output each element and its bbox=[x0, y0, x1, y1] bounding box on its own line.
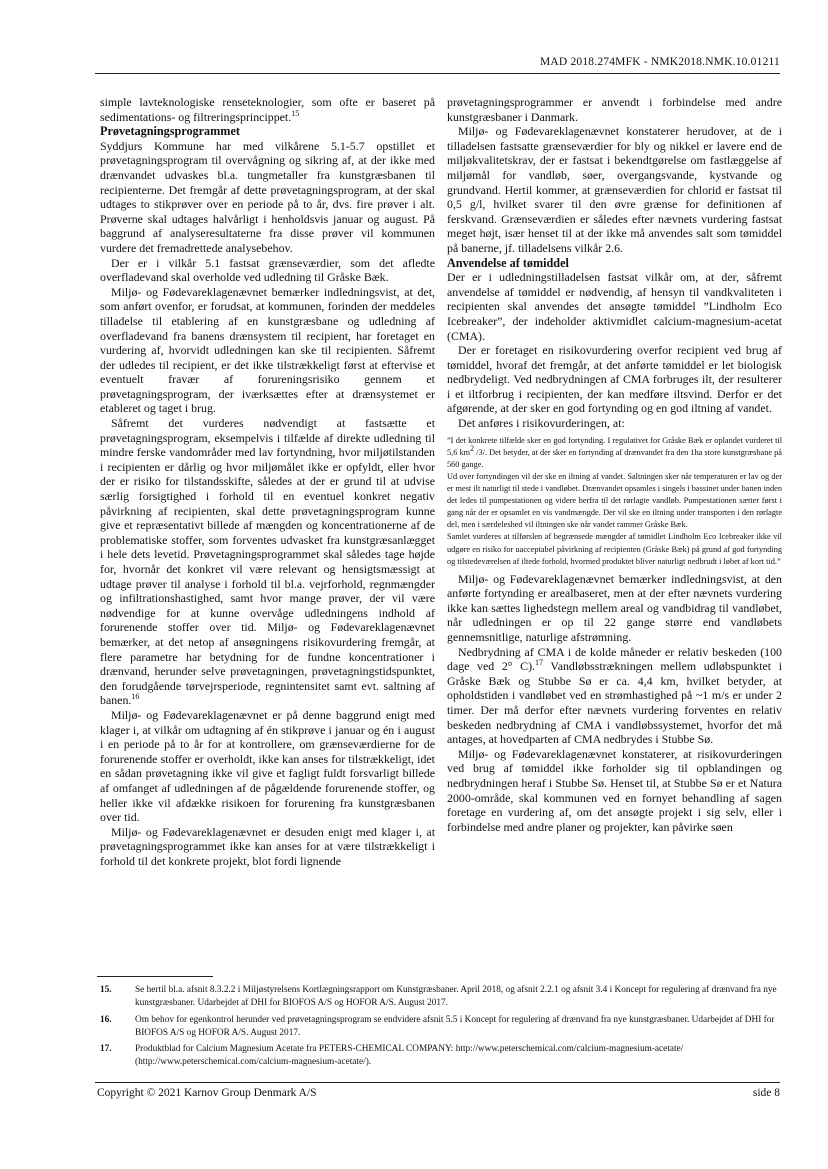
paragraph: Miljø- og Fødevareklagenævnet bemærker indledningsvist, at det, som anført ovenfor, er forudsat, at kommunen, forinden der meddeles tilladelse til etablering af en kunstgræsbane og udledning af overfladevand fra banens drænsystem til recipient, har foretaget en vurdering af, hvorvidt udledningen kan ske til recipienten. Såfremt der udledes til recipient, er det ikke tilstrækkeligt først at eftervise et eventuelt fravær af forureningsrisiko gennem et prøvetagningsprogram, der iværksættes efter at drænsystemet er etableret og taget i brug. bbox=[100, 284, 435, 416]
paragraph: prøvetagningsprogrammer er anvendt i forbindelse med andre kunstgræsbaner i Danmark. bbox=[447, 95, 782, 124]
paragraph: simple lavteknologiske renseteknologier, som ofte er baseret på sedimentations- og filtreringsprincippet.$^{15}$ bbox=[100, 95, 435, 124]
paragraph: Miljø- og Fødevareklagenævnet konstaterer herudover, at de i tilladelsen fastsatte grænseværdier for bly og nikkel er lavere end de miljøkvalitetskrav, der er fastsat i bekendtgørelse om fastlæggelse af miljømål for vandløb, søer, overgangsvande, kystvande og grundvand. Hertil kommer, at grænseværdien for chlorid er fastsat til 0,5 g/l, hvilket svarer til den øvre grænse for definitionen af ferskvand. Grænseværdien er således efter nævnets vurdering fastsat meget højt, især henset til at der ikke må anvendes salt som tømiddel på banerne, jf. tilladelsens vilkår 2.6. bbox=[447, 124, 782, 255]
paragraph: Miljø- og Fødevareklagenævnet konstaterer, at risikovurderingen ved brug af tømiddel ikke forholder sig til opblandingen og nedbrydningen heraf i Stubbe Sø. Henset til, at Stubbe Sø er et Natura 2000-område, skal kommunen ved en fornyet behandling af sagen foretage en vurdering af, om det ansøgte projekt i sig selv, eller i forbindelse med andre planer og projekter, kan påvirke søen bbox=[447, 746, 782, 834]
document-reference: MAD 2018.274MFK - NMK2018.NMK.10.01211 bbox=[539, 56, 780, 68]
paragraph: Nedbrydning af CMA i de kolde måneder er relativ beskeden (100 dage ved 2° C).$^{17}$ Vandløbsstrækningen mellem udløbspunktet i Gråske Bæk og Stubbe Sø er ca. 4,4 km, hvilket betyder, at opholdstiden i vandløbet ved en strømhastighed på ~1 m/s er under 2 timer. Der må derfor efter nævnets vurdering forventes en relativ beskeden nedbrydning af CMA i vandløbssystemet, hvorfor det må antages, at hovedparten af CMA nedbrydes i Stubbe Sø. bbox=[447, 644, 782, 747]
copyright: Copyright © 2021 Karnov Group Denmark A/S bbox=[97, 1087, 317, 1099]
left-column bbox=[100, 95, 435, 868]
quote-paragraph: Samlet vurderes at tilførslen af begrænsede mængder af tømidlet Lindholm Eco Icebreaker ikke vil udgøre en risiko for uacceptabel påvirkning af recipienten (Gråske Bæk) på grund af god fortynding og tilstedeværelsen af iltede forhold, hvormed produktet bliver naturligt nedbrudt i løbet af kort tid.” bbox=[447, 532, 782, 566]
page-number: side 8 bbox=[752, 1087, 780, 1099]
paragraph: Miljø- og Fødevareklagenævnet er desuden enigt med klager i, at prøvetagningsprogrammet ikke kan anses for at være tilstrækkeligt i forhold til det konkrete projekt, blot fordi lignende bbox=[100, 824, 435, 868]
section-heading: Prøvetagningsprogrammet bbox=[100, 124, 240, 139]
paragraph: Der er i vilkår 5.1 fastsat grænseværdier, som det afledte overfladevand skal overholde ved udledning til Gråske Bæk. bbox=[100, 255, 435, 285]
paragraph: Miljø- og Fødevareklagenævnet bemærker indledningsvist, at den anførte fortynding er arealbaseret, men at der efter nævnets vurdering ikke kan sættes lighedstegn mellem areal og vandbidrag til vandløbet, når udledningen er op til 22 gange større end vandløbets gennemsnitlige, naturlige afstrømning. bbox=[447, 571, 782, 645]
paragraph: Miljø- og Fødevareklagenævnet er på denne baggrund enigt med klager i, at vilkår om udtagning af én stikprøve i januar og én i august i en periode på to år for at kontrollere, om grænseværdierne for de forurenende stoffer er overholdt, ikke kan anses for tilstrækkeligt, idet en sådan prøvetagning ikke vil give et fagligt fuldt forsvarligt billede af omfanget af udledningen af de pågældende forurenende stoffer, og heller ikke vil afdække risikoen for forurening fra kunstgræsbanen over tid. bbox=[100, 707, 435, 825]
page-footer bbox=[97, 1087, 780, 1099]
paragraph: Der er i udledningstilladelsen fastsat vilkår om, at der, såfremt anvendelse af tømiddel er nødvendig, af hensyn til vandkvaliteten i recipienten skal anvendes det ansøgte tømiddel ”Lindholm Eco Icebreaker”, der indeholder aktivmidlet calcium-magnesium-acetat (CMA). bbox=[447, 270, 782, 343]
paragraph: Syddjurs Kommune har med vilkårene 5.1-5.7 opstillet et prøvetagningsprogram til overvågning og sikring af, at der ikke med drænvandet udvaskes bl.a. tungmetaller fra kunstgræsbanen til recipienterne. Det fremgår af dette prøvetagningsprogram, at der skal udtages to stikprøver over en periode på to år, dvs. fire prøver i alt. Prøverne skal udtages halvårligt i henholdsvis januar og august. På baggrund af analyseresultaterne fra disse prøver vil kommunen vurdere det fremadrettede analysebehov. bbox=[100, 138, 435, 255]
footnote: 17. Produktblad for Calcium Magnesium Acetate fra PETERS-CHEMICAL COMPANY: http://www.peterschemical.com/calcium-magnesium-acetate/ (http://www.peterschemical.com/calcium-magnesium-acetate/). bbox=[100, 1044, 684, 1068]
paragraph: Der er foretaget en risikovurdering overfor recipient ved brug af tømiddel, hvoraf det fremgår, at det anførte tømiddel er let biologisk nedbrydeligt. Ved nedbrydningen af CMA forbruges ilt, der resulterer i et iltforbrug i recipienten, der kan medføre iltsvind. Derfor er det afgørende, at der sker en god fortynding og en god iltning af vandet. bbox=[447, 343, 782, 416]
footnote-ref[interactable]: 15 bbox=[291, 108, 300, 118]
quote-paragraph: Ud over fortyndingen vil der ske en iltning af vandet. Saltningen sker når temperaturen er lav og der er mest ilt naturligt til stede i vandløbet. Drænvandet opsamles i singels i bassinet under banen inden det ledes til pumpestationen og videre herfra til det rørlagte vandløb. Pumpestationen sætter først i gang når der er opsamlet en vis vandmængde. Der vil ske en iltning under transporten i den rørlagte del, men i særdeleshed vil iltningen ske når vandet rammer Gråske Bæk. bbox=[447, 471, 782, 530]
right-column bbox=[447, 95, 782, 834]
footnote: 16. Om behov for egenkontrol herunder ved prøvetagningsprogram se endvidere afsnit 5.5 i Koncept for regulering af drænvand fra nye kunstgræsbaner. Udarbejdet af DHI for BIOFOS A/S og HOFOR A/S. August 2017. bbox=[100, 1014, 775, 1038]
footnotes bbox=[100, 984, 782, 1073]
quote-paragraph: ”I det konkrete tilfælde sker en god fortynding. I regulativet for Gråske Bæk er oplandet vurderet til 5,6 $km^2$ /3/. Det betyder, at der sker en fortynding af drænvandet fra den 1ha store kunstgræsbane på 560 gange. bbox=[447, 435, 782, 469]
footnote: 15. Se hertil bl.a. afsnit 8.3.2.2 i Miljøstyrelsens Kortlægningsrapport om Kunstgræsbaner. April 2018, og afsnit 2.2.1 og afsnit 3.4 i Koncept for regulering af drænvand fra nye kunstgræsbaner. Udarbejdet af DHI for BIOFOS A/S og HOFOR A/S. August 2017. bbox=[100, 985, 777, 1009]
header-rule bbox=[95, 73, 780, 74]
section-heading: Anvendelse af tømiddel bbox=[447, 255, 569, 270]
block-quote bbox=[447, 435, 782, 568]
footnote-ref[interactable]: 16 bbox=[131, 692, 140, 702]
footnote-rule bbox=[97, 976, 213, 977]
paragraph: Det anføres i risikovurderingen, at: bbox=[458, 416, 625, 431]
footer-rule bbox=[95, 1082, 780, 1083]
footnote-ref[interactable]: 17 bbox=[535, 658, 544, 668]
paragraph: Såfremt det vurderes nødvendigt at fastsætte et prøvetagningsprogram, eksempelvis i tilfælde af direkte udledning til mindre ferske vandområder med lav fortyndning, hvor miljøtilstanden i recipienten er dårlig og hvor miljømålet ikke er opfyldt, eller hvor der er risiko for tilstandsskifte, således at der er grund til at udvise særlig forsigtighed i forhold til en eventuel konkret negativ påvirkning af recipienten, skal dette prøvetagningsprogram kunne give et repræsentativt billede af mængden og koncentrationerne af de problematiske stoffer, som forventes udvasket fra kunstgræsanlægget i hele dets levetid. Prøvetagningsprogrammet skal således tage højde for, hvornår det konkret vil være relevant og hensigtsmæssigt at udtage prøver til analyse i forhold til bl.a. vejrforhold, regnmængder og infiltrationshastighed, samt hvor mange prøver, der vil være nødvendige for at kunne overvåge udledningens indhold af forurenende stoffer over tid. Miljø- og Fødevareklagenævnet bemærker, at det netop af ansøgningens risikovurdering fremgår, at flere parametre har betydning for de fundne koncentrationer i drænvand, herunder selve prøvetagningen, prøvetagningstidspunktet, den forudgående tørvejrsperiode, regnintensitet samt evt. saltning af banen.$^{16}$ bbox=[100, 416, 435, 708]
